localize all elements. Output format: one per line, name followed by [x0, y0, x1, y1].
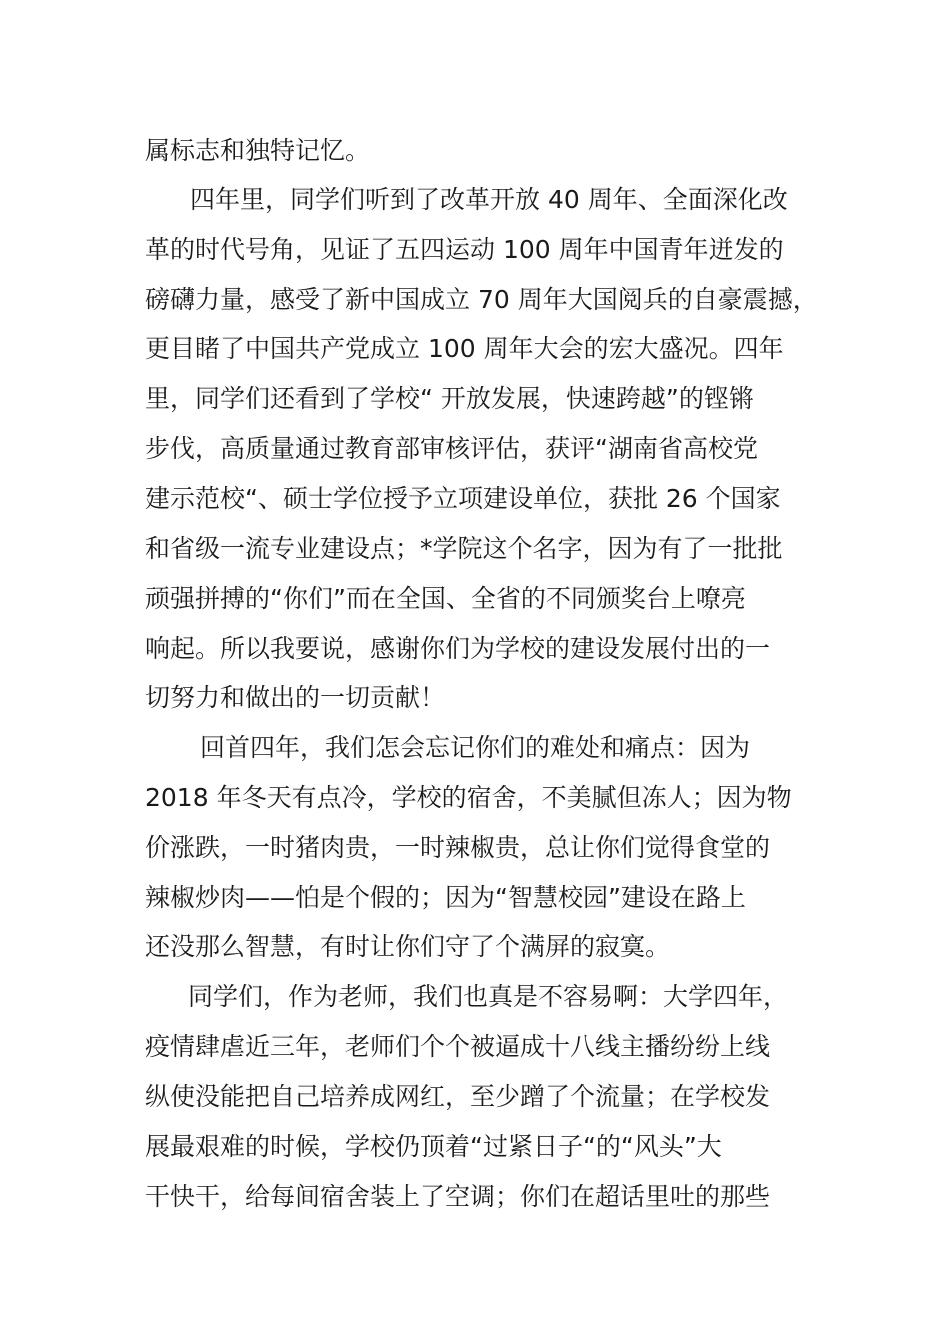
text-line: 建示范校“、硕士学位授予立项建设单位，获批 26 个国家 [145, 484, 781, 513]
text-line: 更目睹了中国共产党成立 100 周年大会的宏大盛况。四年 [145, 334, 784, 363]
text-line: 纵使没能把自己培养成网红，至少蹭了个流量；在学校发 [145, 1082, 771, 1111]
paragraph-first-line: 回首四年，我们怎会忘记你们的难处和痛点：因为 [200, 733, 751, 762]
text-line: 属标志和独特记忆。 [145, 136, 371, 165]
text-line: 疫情肆虐近三年，老师们个个被逼成十八线主播纷纷上线 [145, 1032, 771, 1061]
text-line: 步伐，高质量通过教育部审核评估，获评“湖南省高校党 [145, 434, 758, 463]
text-line: 干快干，给每间宿舍装上了空调；你们在超话里吐的那些 [145, 1182, 771, 1211]
text-line: 价涨跌，一时猪肉贵，一时辣椒贵，总让你们觉得食堂的 [145, 833, 771, 862]
text-line: 切努力和做出的一切贡献！ [145, 683, 446, 712]
text-line: 顽强拼搏的“你们”而在全国、全省的不同颁奖台上嘹亮 [145, 584, 746, 613]
paragraph-first-line: 同学们，作为老师，我们也真是不容易啊：大学四年， [188, 982, 789, 1011]
text-line: 2018 年冬天有点冷，学校的宿舍，不美腻但冻人；因为物 [145, 783, 792, 812]
text-line: 磅礴力量，感受了新中国成立 70 周年大国阅兵的自豪震撼， [145, 285, 818, 314]
text-line: 辣椒炒肉——怕是个假的；因为“智慧校园”建设在路上 [145, 883, 746, 912]
text-line: 响起。所以我要说，感谢你们为学校的建设发展付出的一 [145, 634, 771, 663]
text-line: 革的时代号角，见证了五四运动 100 周年中国青年迸发的 [145, 235, 784, 264]
paragraph-first-line: 四年里，同学们听到了改革开放 40 周年、全面深化改 [190, 185, 788, 214]
text-line: 和省级一流专业建设点；*学院这个名字，因为有了一批批 [145, 534, 783, 563]
text-line: 展最艰难的时候，学校仍顶着“过紧日子“的“风头”大 [145, 1132, 722, 1161]
text-line: 里，同学们还看到了学校“ 开放发展，快速跨越”的铿锵 [145, 384, 754, 413]
text-line: 还没那么智慧，有时让你们守了个满屏的寂寞。 [145, 932, 671, 961]
